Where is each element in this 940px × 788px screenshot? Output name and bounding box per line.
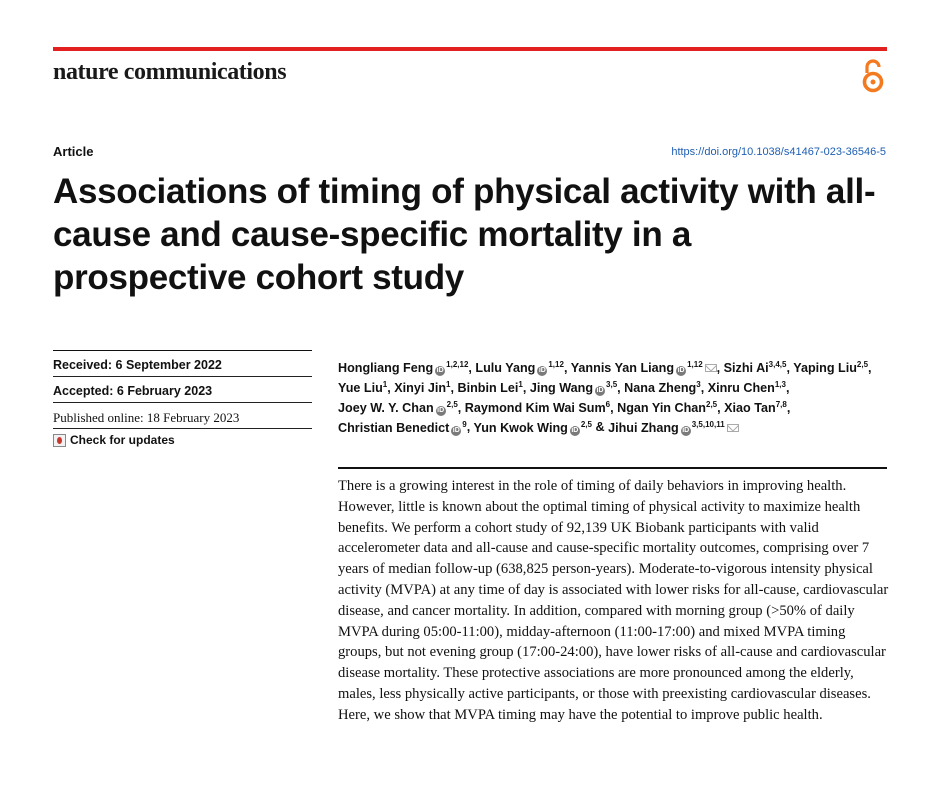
orcid-icon[interactable]: iD: [682, 426, 690, 434]
affiliation-superscript: 2,5: [706, 399, 718, 409]
journal-header-rule: [53, 47, 887, 51]
affiliation-superscript: 3: [696, 379, 701, 389]
author-name[interactable]: [624, 381, 701, 395]
author-name[interactable]: [394, 381, 450, 395]
author-name-text: Yaping Liu: [793, 361, 857, 376]
author-name[interactable]: [530, 381, 617, 395]
accepted-date: Accepted: 6 February 2023: [53, 376, 312, 402]
author-name-text: Sizhi Ai: [723, 361, 769, 376]
check-for-updates-button[interactable]: Check for updates: [53, 433, 175, 447]
affiliation-superscript: 1,12: [548, 360, 564, 369]
affiliation-superscript: 1: [382, 379, 388, 389]
author-name[interactable]: [338, 381, 387, 395]
affiliation-superscript: 1,2,12: [446, 360, 469, 369]
author-name-text: Hongliang Feng: [338, 361, 434, 376]
affiliation-superscript: 6: [605, 399, 611, 409]
orcid-icon[interactable]: iD: [571, 426, 579, 434]
orcid-icon[interactable]: iD: [437, 406, 445, 414]
author-name-text: Nana Zheng: [624, 380, 697, 395]
author-name-text: Jihui Zhang: [608, 420, 679, 435]
author-name[interactable]: [571, 361, 717, 375]
author-name-text: Lulu Yang: [475, 361, 536, 376]
abstract-rule: [338, 467, 887, 469]
article-dates: [53, 350, 312, 454]
affiliation-superscript: 1: [446, 379, 451, 389]
author-name-text: Xiao Tan: [724, 400, 776, 415]
article-title: Associations of timing of physical activity with all-cause and cause-specific mortality in a prospective cohort study: [53, 172, 876, 297]
received-date: Received: 6 September 2022: [53, 350, 312, 376]
orcid-icon[interactable]: iD: [596, 386, 604, 394]
orcid-icon[interactable]: iD: [677, 367, 685, 375]
author-name-text: Jing Wang: [529, 380, 594, 395]
author-name[interactable]: [724, 361, 787, 375]
affiliation-superscript: 2,5: [856, 360, 869, 369]
author-name[interactable]: [458, 381, 523, 395]
orcid-icon[interactable]: iD: [452, 426, 460, 434]
author-name-text: Xinru Chen: [707, 380, 775, 395]
affiliation-superscript: 3,5: [606, 379, 618, 389]
author-name-text: Ngan Yin Chan: [617, 400, 706, 415]
affiliation-superscript: 9: [462, 419, 467, 429]
author-name-text: Raymond Kim Wai Sum: [464, 400, 606, 415]
article-type: Article: [53, 144, 94, 159]
doi-link[interactable]: https://doi.org/10.1038/s41467-023-36546-5: [671, 146, 886, 158]
open-access-icon[interactable]: [860, 58, 886, 94]
affiliation-superscript: 1,3: [774, 379, 786, 389]
email-icon[interactable]: [727, 424, 739, 432]
affiliation-superscript: 3,4,5: [768, 360, 787, 369]
crossmark-icon: [53, 434, 66, 447]
author-name-text: Yannis Yan Liang: [570, 361, 675, 376]
author-name[interactable]: [338, 421, 467, 435]
author-name[interactable]: [465, 401, 610, 415]
author-list: Hongliang Feng iD$^{1,2,12}$, Lulu Yang iD$^{1,12}$, Yannis Yan Liang iD$^{1,12}$ , Sizhi Ai$^{3,4,5}$, Yaping Liu$^{2,5}$, Yue Liu$^1$, Xinyi Jin$^1$, Binbin Lei$^1$, Jing Wang iD$^{3,5}$, Nana Zheng$^3$, Xinru Chen$^{1,3}$, Joey W. Y. Chan iD$^{2,5}$, Raymond Kim Wai Sum$^6$, Ngan Yin Chan$^{2,5}$, Xiao Tan$^{7,8}$, Christian Benedict $iD^9$, Yun Kwok Wing iD$^{2,5}$ & Jihui Zhang iD$^{3,5,10,11}$: [338, 360, 872, 435]
affiliation-superscript: 1,12: [687, 360, 703, 369]
author-name[interactable]: [617, 401, 717, 415]
author-name[interactable]: [608, 421, 739, 435]
author-name-text: Joey W. Y. Chan: [338, 400, 434, 415]
check-updates-row: [53, 428, 312, 454]
orcid-icon[interactable]: iD: [436, 367, 444, 375]
affiliation-superscript: 2,5: [580, 419, 592, 429]
affiliation-superscript: 7,8: [775, 399, 787, 409]
author-name-text: Yun Kwok Wing: [473, 420, 568, 435]
author-name-text: Christian Benedict: [338, 420, 450, 435]
email-icon[interactable]: [705, 364, 717, 372]
journal-name: nature communications: [53, 59, 287, 85]
author-name[interactable]: [338, 401, 458, 415]
orcid-icon[interactable]: iD: [538, 367, 546, 375]
author-name-text: Yue Liu: [338, 380, 383, 395]
affiliation-superscript: 2,5: [446, 399, 458, 409]
author-name-text: Xinyi Jin: [394, 380, 447, 395]
author-name[interactable]: [338, 361, 468, 375]
abstract: There is a growing interest in the role of timing of daily behaviors in improving health. However, little is known about the optimal timing of physical activity to maximize health benefits. We perform a cohort study of 92,139 UK Biobank participants with valid accelerometer data and all-cause and cause-specific mortality outcomes, comprising over 7 years of median follow-up (638,825 person-years). Moderate-to-vigorous intensity physical activity (MVPA) at any time of day is associated with lower risks for all-cause, cardiovascular disease, and cancer mortality. In addition, compared with morning group (>50% of daily MVPA during 05:00-11:00), midday-afternoon (11:00-17:00) and mixed MVPA timing groups, but not evening group (17:00-24:00), have lower risks of all-cause and cardiovascular disease mortality. These protective associations are more pronounced among the elderly, males, less physically active participants, or those with preexisting cardiovascular diseases. Here, we show that MVPA timing may have the potential to improve public health.: [338, 478, 889, 723]
published-date: Published online: 18 February 2023: [53, 402, 312, 428]
affiliation-superscript: 1: [518, 379, 523, 389]
author-name[interactable]: [475, 361, 564, 375]
author-name[interactable]: [793, 361, 868, 375]
author-name[interactable]: [474, 421, 592, 435]
author-name-text: Binbin Lei: [457, 380, 519, 395]
author-name[interactable]: [724, 401, 787, 415]
author-name[interactable]: [708, 381, 786, 395]
affiliation-superscript: 3,5,10,11: [691, 419, 725, 429]
